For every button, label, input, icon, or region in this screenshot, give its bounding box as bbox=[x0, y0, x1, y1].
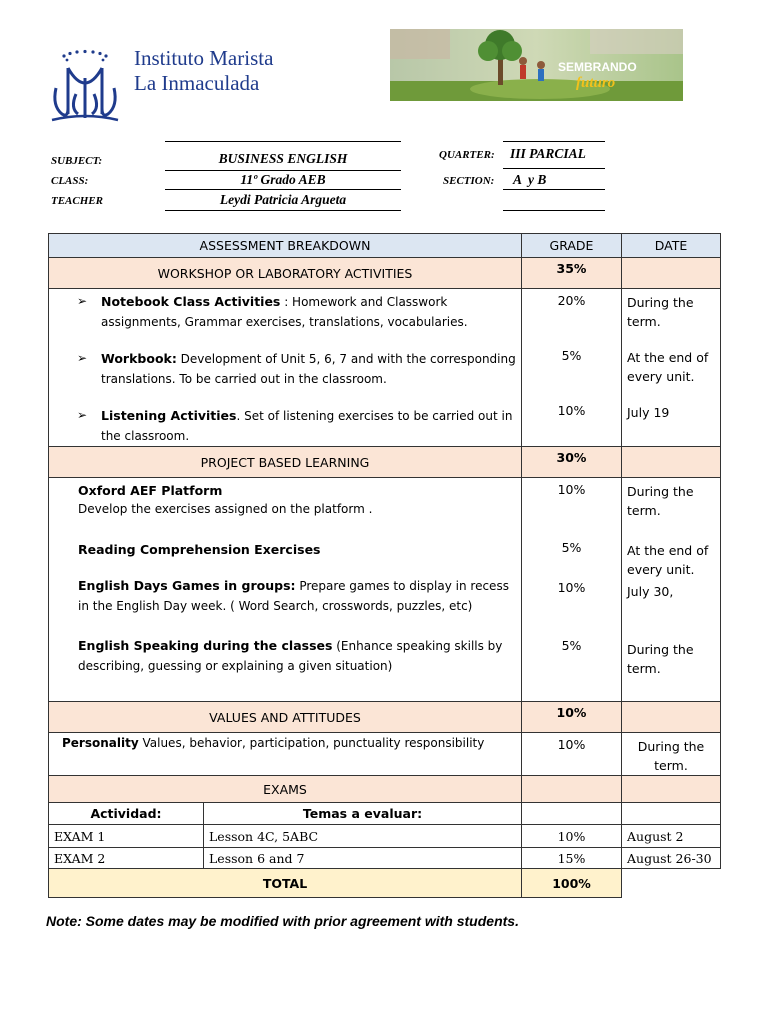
list-item: Oxford AEF Platform Develop the exercises assigned on the platform . bbox=[78, 483, 373, 516]
empty-cell bbox=[622, 447, 721, 478]
values-grade: 10% bbox=[522, 733, 622, 776]
empty-cell bbox=[522, 776, 622, 803]
section-row-project bbox=[49, 447, 721, 478]
subject-value: BUSINESS ENGLISH bbox=[218, 151, 348, 166]
rule-line bbox=[165, 189, 401, 190]
section-row-workshop bbox=[49, 258, 721, 289]
teacher-label: TEACHER bbox=[51, 195, 103, 207]
total-row bbox=[49, 869, 721, 898]
rule-line bbox=[165, 170, 401, 171]
arrow-bullet-icon: ➢ bbox=[77, 408, 88, 422]
total-label: TOTAL bbox=[49, 869, 522, 898]
rule-line bbox=[503, 141, 605, 142]
table-row bbox=[49, 825, 721, 848]
banner-word-1: SEMBRANDO bbox=[558, 60, 637, 74]
values-item: Personality Values, behavior, participation, punctuality responsibility bbox=[49, 733, 522, 776]
rule-line bbox=[503, 189, 605, 190]
section-label: SECTION: bbox=[443, 175, 495, 187]
school-logo-icon bbox=[46, 48, 124, 126]
section-row-values bbox=[49, 702, 721, 733]
section-value: A y B bbox=[513, 172, 547, 187]
empty-cell bbox=[622, 776, 721, 803]
values-date: During the term. bbox=[622, 733, 721, 776]
arrow-bullet-icon: ➢ bbox=[77, 294, 88, 308]
col-header-topics: Temas a evaluar: bbox=[204, 803, 522, 825]
footer-note: Note: Some dates may be modified with prior agreement with students. bbox=[46, 913, 519, 929]
exam-name: EXAM 2 bbox=[49, 848, 204, 869]
empty-cell bbox=[622, 258, 721, 289]
list-item: English Speaking during the classes (Enhance speaking skills by describing, guessing or explaining a given situation) bbox=[78, 638, 503, 673]
quarter-value: III PARCIAL bbox=[510, 146, 586, 161]
project-items bbox=[49, 478, 522, 702]
banner-image bbox=[390, 29, 683, 101]
col-header-activity: Actividad: bbox=[49, 803, 204, 825]
section-title: VALUES AND ATTITUDES bbox=[49, 702, 522, 733]
assessment-table bbox=[48, 233, 721, 898]
empty-cell bbox=[622, 702, 721, 733]
table-row bbox=[49, 848, 721, 869]
exam-topics: Lesson 4C, 5ABC bbox=[204, 825, 522, 848]
workshop-items bbox=[49, 289, 522, 447]
arrow-bullet-icon: ➢ bbox=[77, 351, 88, 365]
table-header-row bbox=[49, 234, 721, 258]
rule-line bbox=[165, 210, 401, 211]
section-row-exams bbox=[49, 776, 721, 803]
col-header-date: DATE bbox=[622, 234, 721, 258]
banner-illustration bbox=[390, 29, 683, 101]
section-title: WORKSHOP OR LABORATORY ACTIVITIES bbox=[49, 258, 522, 289]
list-item: ➢ Notebook Class Activities : Homework and Classwork assignments, Grammar exercises, translations, vocabularies. bbox=[77, 294, 468, 329]
section-title: EXAMS bbox=[49, 776, 522, 803]
section-grade: 10% bbox=[522, 702, 622, 733]
col-header-breakdown: ASSESSMENT BREAKDOWN bbox=[49, 234, 522, 258]
list-item: ➢ Listening Activities. Set of listening exercises to be carried out in the classroom. bbox=[77, 408, 513, 443]
empty-cell bbox=[522, 803, 622, 825]
total-grade: 100% bbox=[522, 869, 622, 898]
exam-grade: 10% bbox=[522, 825, 622, 848]
rule-line bbox=[503, 210, 605, 211]
class-value: 11º Grado AEB bbox=[240, 172, 326, 187]
rule-line bbox=[165, 141, 401, 142]
exam-date: August 26-30 bbox=[622, 848, 721, 869]
values-item-row bbox=[49, 733, 721, 776]
project-items-row bbox=[49, 478, 721, 702]
workshop-grades: 20% 5% 10% bbox=[522, 289, 622, 447]
list-item: English Days Games in groups: Prepare games to display in recess in the English Day week. ( Word Search, crosswords, puzzles, etc) bbox=[78, 578, 509, 613]
rule-line bbox=[503, 168, 605, 169]
workshop-dates: During the term. At the end of every unit. July 19 bbox=[622, 289, 721, 447]
subject-label: SUBJECT: bbox=[51, 155, 103, 167]
empty-cell bbox=[622, 869, 721, 898]
project-dates: During the term. At the end of every unit. July 30, During the term. bbox=[622, 478, 721, 702]
exam-topics: Lesson 6 and 7 bbox=[204, 848, 522, 869]
project-grades: 10% 5% 10% 5% bbox=[522, 478, 622, 702]
list-item: Reading Comprehension Exercises bbox=[78, 542, 321, 557]
school-name-line1: Instituto Marista bbox=[134, 46, 274, 70]
exams-header-row bbox=[49, 803, 721, 825]
exam-date: August 2 bbox=[622, 825, 721, 848]
exam-grade: 15% bbox=[522, 848, 622, 869]
quarter-label: QUARTER: bbox=[439, 149, 495, 161]
section-grade: 35% bbox=[522, 258, 622, 289]
school-name bbox=[134, 46, 273, 96]
list-item: ➢ Workbook: Development of Unit 5, 6, 7 and with the corresponding translations. To be carried out in the classroom. bbox=[77, 351, 516, 386]
exam-name: EXAM 1 bbox=[49, 825, 204, 848]
school-name-line2: La Inmaculada bbox=[134, 71, 260, 95]
section-title: PROJECT BASED LEARNING bbox=[49, 447, 522, 478]
class-label: CLASS: bbox=[51, 175, 89, 187]
empty-cell bbox=[622, 803, 721, 825]
banner-word-2: futuro bbox=[576, 75, 616, 91]
workshop-items-row bbox=[49, 289, 721, 447]
teacher-value: Leydi Patricia Argueta bbox=[219, 192, 347, 207]
section-grade: 30% bbox=[522, 447, 622, 478]
col-header-grade: GRADE bbox=[522, 234, 622, 258]
